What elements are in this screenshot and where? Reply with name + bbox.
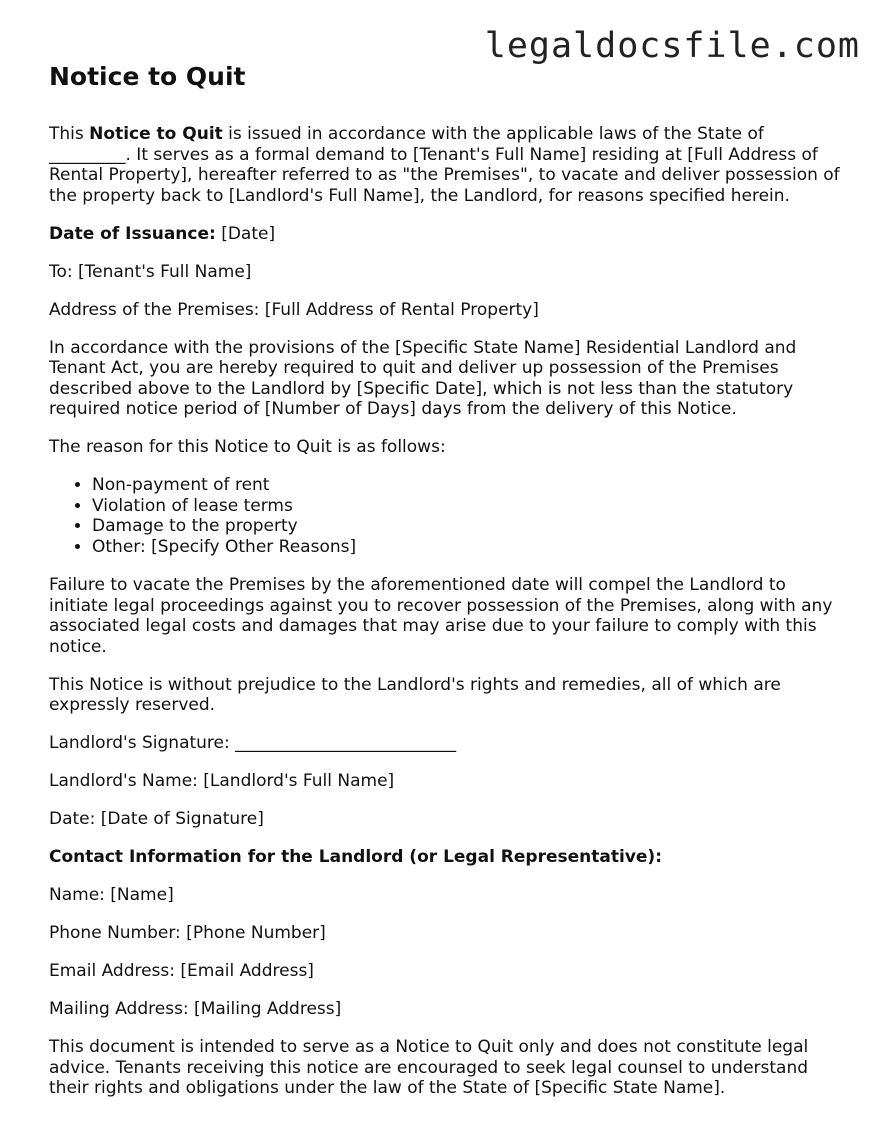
contact-mailing-address: Mailing Address: [Mailing Address] [49, 999, 342, 1020]
date-of-issuance-label: Date of Issuance: [49, 223, 216, 244]
document-body [49, 60, 849, 1116]
contact-heading: Contact Information for the Landlord (or Legal Representative): [49, 847, 662, 868]
site-watermark: legaldocsfile.com [484, 26, 860, 66]
date-of-issuance [49, 224, 849, 245]
failure-paragraph: Failure to vacate the Premises by the aforementioned date will compel the Landlord to initiate legal proceedings against you to recover possession of the Premises, along with any associated legal costs and damages that may arise due to your failure to comply with this notice. [49, 575, 833, 657]
intro-pre: This [49, 124, 90, 144]
signature-line: Landlord's Signature: __________________________ [49, 733, 457, 754]
landlord-name-line: Landlord's Name: [Landlord's Full Name] [49, 771, 395, 792]
contact-email: Email Address: [Email Address] [49, 961, 314, 982]
intro-paragraph [49, 124, 849, 206]
reasons-list [49, 475, 849, 558]
premises-address-line: Address of the Premises: [Full Address of Rental Property] [49, 299, 539, 320]
to-line: To: [Tenant's Full Name] [49, 261, 252, 282]
list-item: • Non-payment of rent [92, 475, 849, 496]
list-item: • Other: [Specify Other Reasons] [92, 537, 849, 558]
date-of-issuance-value: [Date] [215, 223, 276, 244]
contact-name: Name: [Name] [49, 885, 174, 906]
document-title: Notice to Quit [49, 62, 246, 91]
contact-phone: Phone Number: [Phone Number] [49, 923, 326, 944]
list-item: • Damage to the property [92, 516, 849, 537]
prejudice-paragraph: This Notice is without prejudice to the Landlord's rights and remedies, all of which are expressly reserved. [49, 674, 781, 716]
intro-post: is issued in accordance with the applicable laws of the State of _________. It serves as a formal demand to [Tenant's Full Name] residing at [Full Address of Rental Property], hereafter referred to as "the Premises", to vacate and deliver possession of the property back to [Landlord's Full Name], the Landlord, for reasons specified herein. [49, 124, 840, 206]
intro-bold-title: Notice to Quit [89, 124, 223, 144]
provisions-paragraph: In accordance with the provisions of the [Specific State Name] Residential Landlord and Tenant Act, you are hereby required to quit and deliver up possession of the Premises described above to the Landlord by [Specific Date], which is not less than the statutory required notice period of [Number of Days] days from the delivery of this Notice. [49, 337, 797, 419]
reason-intro: The reason for this Notice to Quit is as follows: [49, 437, 446, 457]
list-item: • Violation of lease terms [92, 496, 849, 517]
disclaimer-paragraph: This document is intended to serve as a Notice to Quit only and does not constitute legal advice. Tenants receiving this notice are encouraged to seek legal counsel to understand their rights and obligations under the law of the State of [Specific State Name]. [49, 1037, 809, 1099]
signature-date-line: Date: [Date of Signature] [49, 809, 264, 830]
